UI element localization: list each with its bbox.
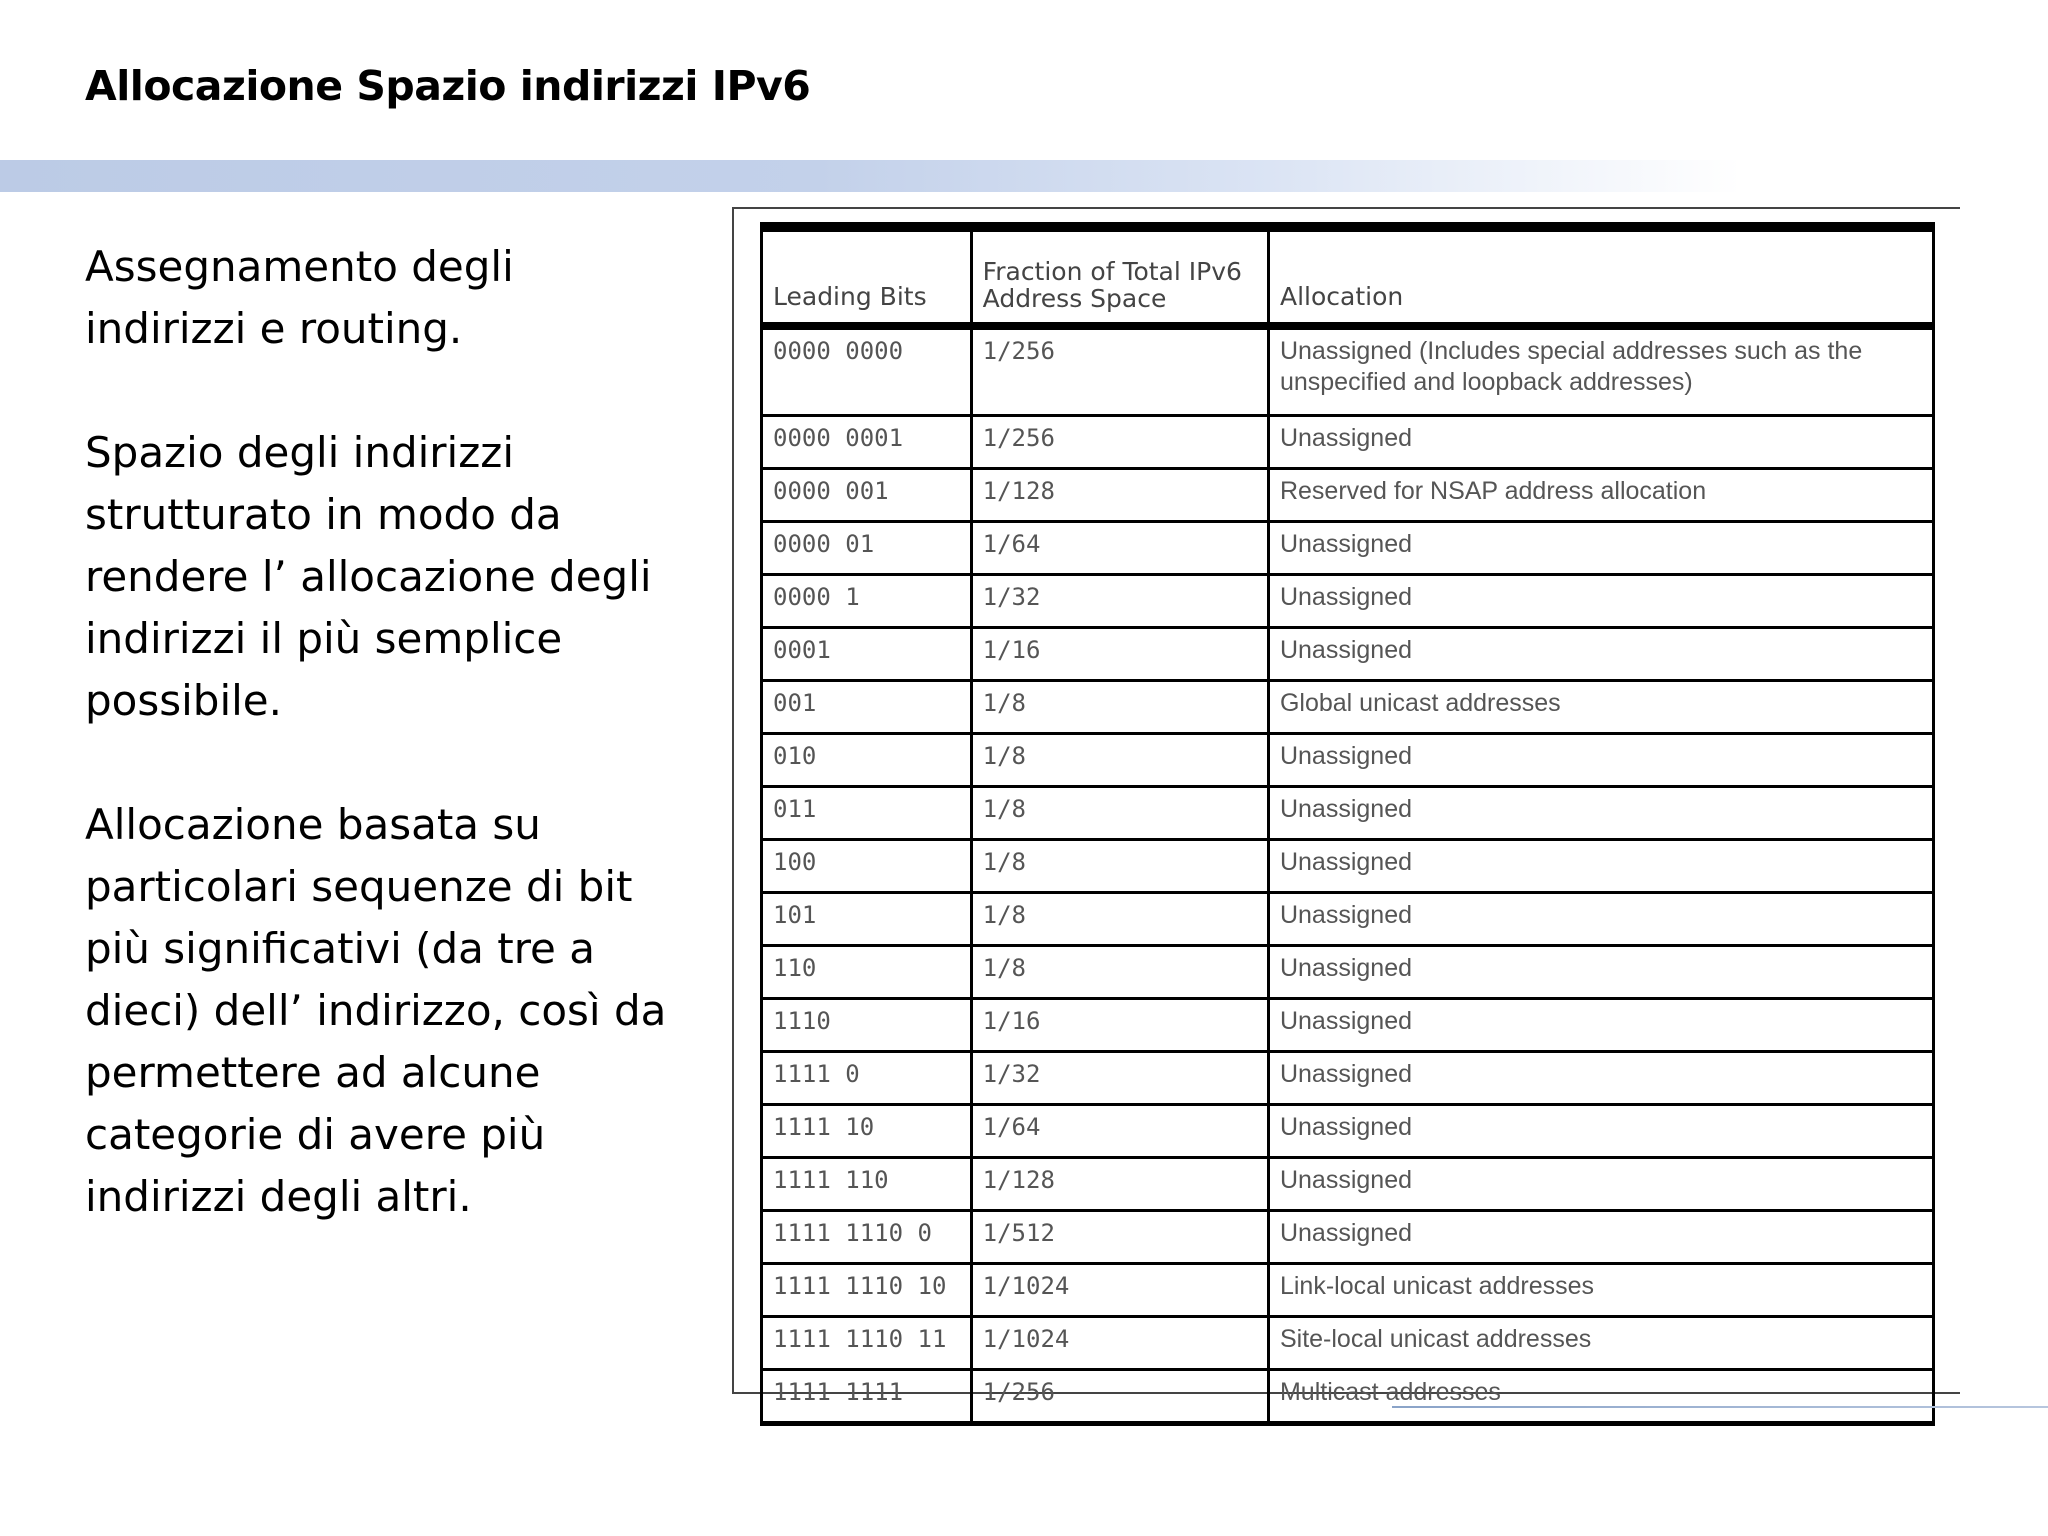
header-leading-bits: Leading Bits <box>762 227 972 326</box>
cell-fraction: 1/8 <box>971 681 1268 734</box>
cell-fraction: 1/32 <box>971 1052 1268 1105</box>
cell-leading-bits: 1111 0 <box>762 1052 972 1105</box>
table-header-row <box>762 227 1934 326</box>
bottom-rule <box>1392 1406 2048 1408</box>
table-row <box>762 681 1934 734</box>
cell-fraction: 1/256 <box>971 1370 1268 1424</box>
cell-allocation: Unassigned <box>1268 1211 1933 1264</box>
table-row <box>762 1052 1934 1105</box>
cell-fraction: 1/1024 <box>971 1264 1268 1317</box>
cell-leading-bits: 110 <box>762 946 972 999</box>
title-band <box>0 160 2048 192</box>
table-row <box>762 734 1934 787</box>
header-fraction: Fraction of Total IPv6 Address Space <box>971 227 1268 326</box>
cell-allocation: Reserved for NSAP address allocation <box>1268 469 1933 522</box>
cell-allocation: Site-local unicast addresses <box>1268 1317 1933 1370</box>
cell-allocation: Unassigned <box>1268 522 1933 575</box>
cell-fraction: 1/64 <box>971 1105 1268 1158</box>
cell-allocation: Unassigned <box>1268 1105 1933 1158</box>
cell-fraction: 1/16 <box>971 628 1268 681</box>
cell-fraction: 1/128 <box>971 469 1268 522</box>
cell-fraction: 1/1024 <box>971 1317 1268 1370</box>
cell-leading-bits: 0000 0000 <box>762 326 972 416</box>
cell-leading-bits: 1111 10 <box>762 1105 972 1158</box>
cell-leading-bits: 1110 <box>762 999 972 1052</box>
table-row <box>762 628 1934 681</box>
table-row <box>762 326 1934 416</box>
table-row <box>762 1105 1934 1158</box>
cell-fraction: 1/8 <box>971 840 1268 893</box>
paragraph-1: Assegnamento degli indirizzi e routing. <box>85 242 514 353</box>
cell-fraction: 1/32 <box>971 575 1268 628</box>
header-allocation: Allocation <box>1268 227 1933 326</box>
cell-leading-bits: 0000 0001 <box>762 416 972 469</box>
cell-leading-bits: 0000 001 <box>762 469 972 522</box>
table-row <box>762 840 1934 893</box>
cell-fraction: 1/256 <box>971 326 1268 416</box>
cell-leading-bits: 1111 1110 11 <box>762 1317 972 1370</box>
cell-allocation: Unassigned <box>1268 946 1933 999</box>
cell-allocation: Unassigned <box>1268 575 1933 628</box>
cell-fraction: 1/8 <box>971 787 1268 840</box>
table-row <box>762 1211 1934 1264</box>
table-row <box>762 522 1934 575</box>
cell-allocation: Unassigned <box>1268 734 1933 787</box>
ipv6-allocation-table <box>760 222 1935 1426</box>
cell-fraction: 1/8 <box>971 734 1268 787</box>
cell-leading-bits: 1111 1110 0 <box>762 1211 972 1264</box>
cell-leading-bits: 011 <box>762 787 972 840</box>
cell-leading-bits: 010 <box>762 734 972 787</box>
table-row <box>762 575 1934 628</box>
cell-allocation: Unassigned <box>1268 1158 1933 1211</box>
table-row <box>762 999 1934 1052</box>
table-row <box>762 787 1934 840</box>
cell-leading-bits: 100 <box>762 840 972 893</box>
cell-allocation: Global unicast addresses <box>1268 681 1933 734</box>
table-row <box>762 1370 1934 1424</box>
paragraph-3: Allocazione basata su particolari sequenze di bit più significativi (da tre a dieci) dell’ indirizzo, così da permettere ad alcune categorie di avere più indirizzi degli altri. <box>85 800 667 1221</box>
table-row <box>762 416 1934 469</box>
cell-allocation: Unassigned <box>1268 416 1933 469</box>
cell-fraction: 1/16 <box>971 999 1268 1052</box>
cell-allocation: Unassigned <box>1268 1052 1933 1105</box>
cell-allocation: Link-local unicast addresses <box>1268 1264 1933 1317</box>
table-row <box>762 1158 1934 1211</box>
body-text <box>85 236 685 1290</box>
table-row <box>762 893 1934 946</box>
cell-allocation: Unassigned <box>1268 893 1933 946</box>
cell-leading-bits: 0001 <box>762 628 972 681</box>
cell-allocation: Unassigned <box>1268 999 1933 1052</box>
cell-leading-bits: 1111 1110 10 <box>762 1264 972 1317</box>
cell-fraction: 1/8 <box>971 946 1268 999</box>
cell-fraction: 1/512 <box>971 1211 1268 1264</box>
cell-allocation: Unassigned <box>1268 840 1933 893</box>
cell-allocation: Unassigned <box>1268 787 1933 840</box>
table-row <box>762 946 1934 999</box>
table-row <box>762 469 1934 522</box>
cell-fraction: 1/256 <box>971 416 1268 469</box>
cell-fraction: 1/128 <box>971 1158 1268 1211</box>
cell-leading-bits: 0000 1 <box>762 575 972 628</box>
cell-leading-bits: 1111 1111 <box>762 1370 972 1424</box>
table-body <box>762 326 1934 1424</box>
figure-frame-top-edge <box>1930 207 1960 209</box>
table-row <box>762 1264 1934 1317</box>
cell-leading-bits: 001 <box>762 681 972 734</box>
paragraph-2: Spazio degli indirizzi strutturato in modo da rendere l’ allocazione degli indirizzi il più semplice possibile. <box>85 428 652 725</box>
cell-leading-bits: 1111 110 <box>762 1158 972 1211</box>
cell-allocation: Unassigned (Includes special addresses such as the unspecified and loopback addresses) <box>1268 326 1933 416</box>
slide-title: Allocazione Spazio indirizzi IPv6 <box>85 62 811 110</box>
cell-allocation: Unassigned <box>1268 628 1933 681</box>
cell-leading-bits: 0000 01 <box>762 522 972 575</box>
table-row <box>762 1317 1934 1370</box>
cell-allocation: Multicast addresses <box>1268 1370 1933 1424</box>
cell-leading-bits: 101 <box>762 893 972 946</box>
cell-fraction: 1/8 <box>971 893 1268 946</box>
cell-fraction: 1/64 <box>971 522 1268 575</box>
